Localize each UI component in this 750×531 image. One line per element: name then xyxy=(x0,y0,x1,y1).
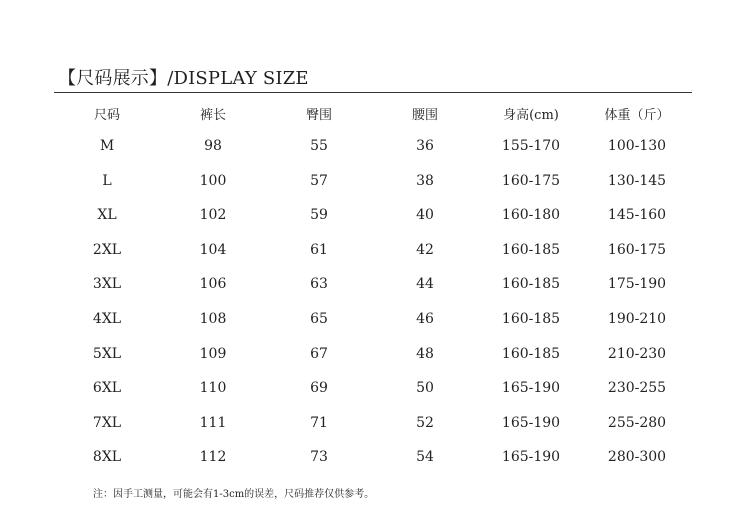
column-header-height: 身高(cm) xyxy=(503,108,559,123)
table-cell-hip: 57 xyxy=(310,173,328,189)
table-cell-length: 106 xyxy=(199,276,227,292)
table-cell-weight: 160-175 xyxy=(607,242,667,258)
table-cell-size: 4XL xyxy=(92,311,122,327)
table-cell-waist: 42 xyxy=(416,242,434,258)
table-cell-weight: 175-190 xyxy=(607,276,667,292)
table-cell-size: 8XL xyxy=(92,449,122,465)
title-divider xyxy=(54,92,692,93)
table-cell-hip: 73 xyxy=(310,449,328,465)
table-cell-height: 160-185 xyxy=(501,242,561,258)
table-cell-waist: 46 xyxy=(416,311,434,327)
table-cell-length: 112 xyxy=(199,449,227,465)
table-cell-size: L xyxy=(102,173,112,189)
table-cell-length: 109 xyxy=(199,346,227,362)
table-cell-waist: 48 xyxy=(416,346,434,362)
table-cell-waist: 38 xyxy=(416,173,434,189)
column-header-hip: 臀围 xyxy=(305,108,332,123)
table-cell-waist: 52 xyxy=(416,415,434,431)
table-cell-height: 160-185 xyxy=(501,311,561,327)
measurement-note: 注：因手工测量，可能会有1-3cm的误差，尺码推荐仅供参考。 xyxy=(93,489,375,500)
table-cell-length: 108 xyxy=(199,311,227,327)
table-cell-length: 111 xyxy=(199,415,227,431)
table-cell-weight: 210-230 xyxy=(607,346,667,362)
table-cell-size: M xyxy=(99,138,115,154)
column-header-length: 裤长 xyxy=(199,108,226,123)
table-cell-weight: 100-130 xyxy=(607,138,667,154)
table-cell-size: 5XL xyxy=(92,346,122,362)
table-cell-size: 6XL xyxy=(92,380,122,396)
table-cell-height: 160-185 xyxy=(501,276,561,292)
table-cell-hip: 65 xyxy=(310,311,328,327)
table-cell-length: 98 xyxy=(204,138,222,154)
table-cell-height: 165-190 xyxy=(501,449,561,465)
table-cell-waist: 36 xyxy=(416,138,434,154)
table-cell-weight: 255-280 xyxy=(607,415,667,431)
table-cell-weight: 230-255 xyxy=(607,380,667,396)
table-cell-weight: 190-210 xyxy=(607,311,667,327)
column-header-waist: 腰围 xyxy=(411,108,438,123)
table-cell-length: 104 xyxy=(199,242,227,258)
table-cell-height: 165-190 xyxy=(501,415,561,431)
table-cell-size: 3XL xyxy=(92,276,122,292)
table-cell-height: 160-180 xyxy=(501,207,561,223)
table-cell-hip: 61 xyxy=(310,242,328,258)
table-cell-hip: 67 xyxy=(310,346,328,362)
table-cell-size: 2XL xyxy=(92,242,122,258)
table-cell-waist: 54 xyxy=(416,449,434,465)
table-cell-hip: 69 xyxy=(310,380,328,396)
table-cell-length: 110 xyxy=(199,380,227,396)
table-cell-height: 165-190 xyxy=(501,380,561,396)
table-cell-hip: 63 xyxy=(310,276,328,292)
table-cell-length: 102 xyxy=(199,207,227,223)
table-cell-waist: 50 xyxy=(416,380,434,396)
table-cell-hip: 59 xyxy=(310,207,328,223)
column-header-size: 尺码 xyxy=(93,108,120,123)
table-cell-waist: 40 xyxy=(416,207,434,223)
table-cell-weight: 280-300 xyxy=(607,449,667,465)
table-cell-size: XL xyxy=(97,207,117,223)
table-cell-height: 160-185 xyxy=(501,346,561,362)
table-cell-hip: 71 xyxy=(310,415,328,431)
page-title: 【尺码展示】/DISPLAY SIZE xyxy=(58,68,309,89)
table-cell-length: 100 xyxy=(199,173,227,189)
table-cell-height: 160-175 xyxy=(501,173,561,189)
table-cell-hip: 55 xyxy=(310,138,328,154)
table-cell-waist: 44 xyxy=(416,276,434,292)
table-cell-height: 155-170 xyxy=(501,138,561,154)
table-cell-weight: 130-145 xyxy=(607,173,667,189)
table-cell-size: 7XL xyxy=(92,415,122,431)
table-cell-weight: 145-160 xyxy=(607,207,667,223)
column-header-weight: 体重（斤） xyxy=(604,108,670,123)
